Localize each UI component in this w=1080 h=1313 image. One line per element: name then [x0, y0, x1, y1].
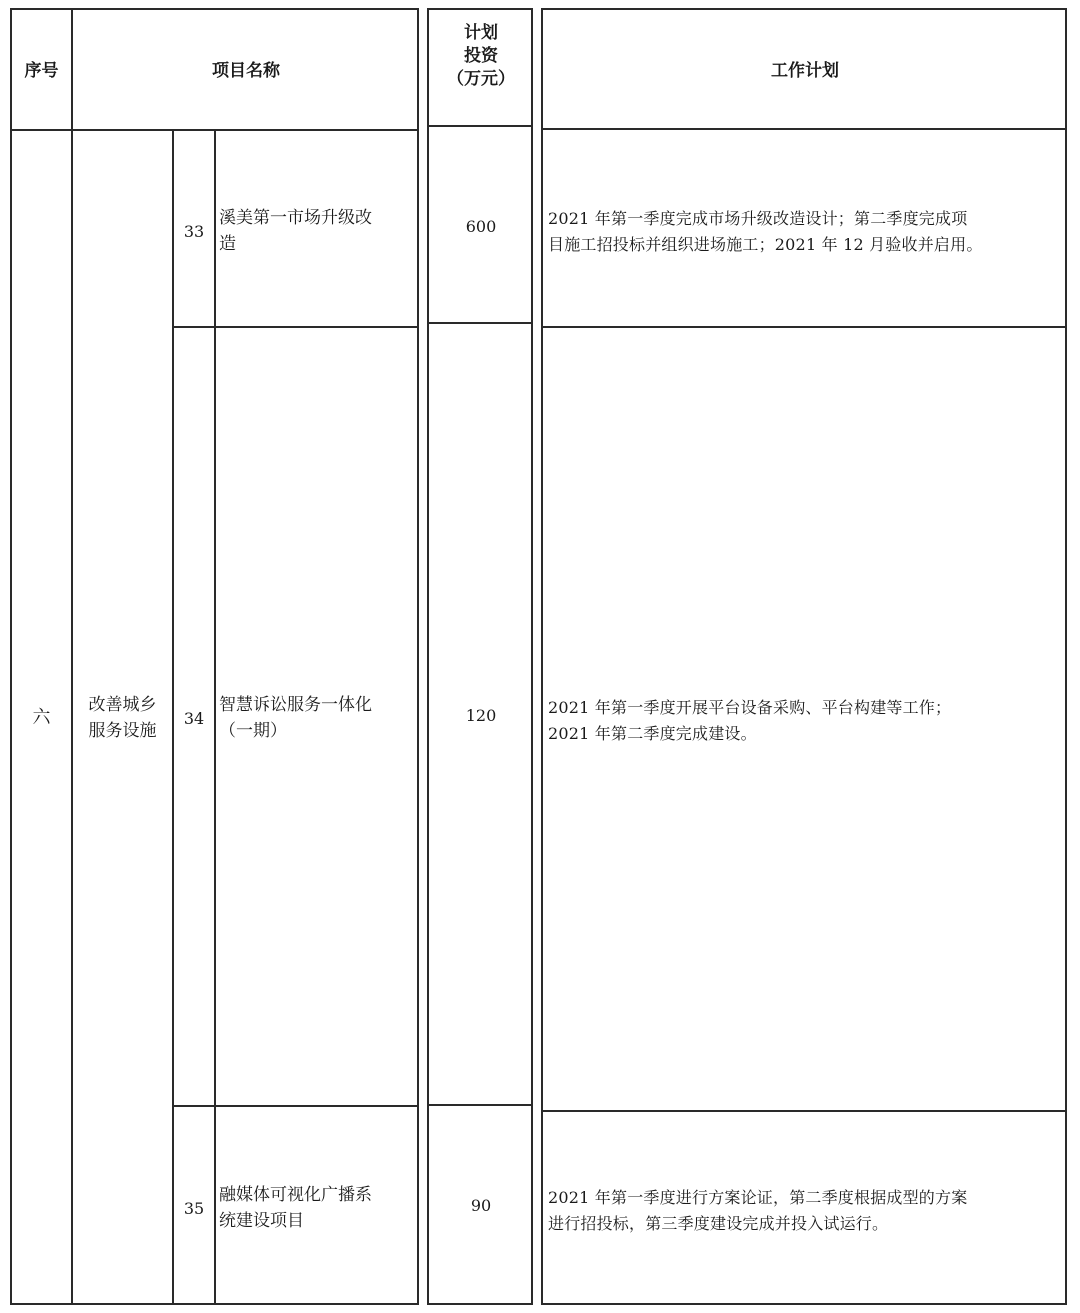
row-33-number: 33 — [183, 222, 205, 241]
group-seq: 六 — [32, 707, 51, 728]
header-work-plan: 工作计划 — [771, 61, 839, 81]
right-row-divider-2 — [541, 1110, 1067, 1112]
row-35-investment: 90 — [470, 1196, 492, 1215]
row-33-plan-line-2: 目施工招投标并组织进场施工；2021 年 12 月验收并启用。 — [548, 235, 983, 254]
header-investment-line-2: 投资 — [464, 46, 498, 66]
middle-table-panel — [427, 8, 533, 1305]
row-35-plan-line-2: 进行招投标，第三季度建设完成并投入试运行。 — [548, 1214, 889, 1233]
header-seq: 序号 — [24, 61, 59, 81]
row-35-plan-line-1: 2021 年第一季度进行方案论证，第二季度根据成型的方案 — [548, 1188, 968, 1207]
left-row-divider-1 — [173, 326, 419, 328]
row-34-plan — [548, 695, 1067, 747]
group-category — [73, 692, 172, 744]
header-project-name: 项目名称 — [212, 61, 280, 81]
row-33-name — [219, 205, 419, 257]
right-header-divider — [541, 128, 1067, 130]
row-34-name-line-2: （一期） — [219, 721, 287, 741]
right-row-divider-1 — [541, 326, 1067, 328]
left-row-divider-2 — [173, 1105, 419, 1107]
header-investment-line-1: 计划 — [464, 23, 498, 43]
row-34-plan-line-1: 2021 年第一季度开展平台设备采购、平台构建等工作； — [548, 698, 952, 717]
middle-header-divider — [427, 125, 533, 127]
row-34-plan-line-2: 2021 年第二季度完成建设。 — [548, 724, 757, 743]
row-34-number: 34 — [183, 709, 205, 728]
header-investment-line-3: （万元） — [447, 69, 515, 89]
row-35-name-line-2: 统建设项目 — [219, 1211, 304, 1231]
row-34-name-line-1: 智慧诉讼服务一体化 — [219, 695, 372, 715]
header-investment — [429, 22, 533, 91]
row-35-name-line-1: 融媒体可视化广播系 — [219, 1185, 372, 1205]
row-35-number: 35 — [183, 1199, 205, 1218]
row-33-name-line-1: 溪美第一市场升级改 — [219, 208, 372, 228]
row-35-plan — [548, 1185, 1067, 1237]
middle-row-divider-1 — [427, 322, 533, 324]
row-33-plan-line-1: 2021 年第一季度完成市场升级改造设计；第二季度完成项 — [548, 209, 968, 228]
row-35-name — [219, 1182, 419, 1234]
row-33-plan — [548, 206, 1067, 258]
row-33-name-line-2: 造 — [219, 234, 236, 254]
left-col-divider-number — [214, 130, 216, 1305]
group-category-line-1: 改善城乡 — [88, 695, 157, 715]
row-34-name — [219, 692, 419, 744]
middle-row-divider-2 — [427, 1104, 533, 1106]
left-col-divider-seq — [71, 8, 73, 1305]
row-34-investment: 120 — [465, 706, 497, 725]
group-category-line-2: 服务设施 — [88, 721, 157, 741]
row-33-investment: 600 — [465, 217, 497, 236]
